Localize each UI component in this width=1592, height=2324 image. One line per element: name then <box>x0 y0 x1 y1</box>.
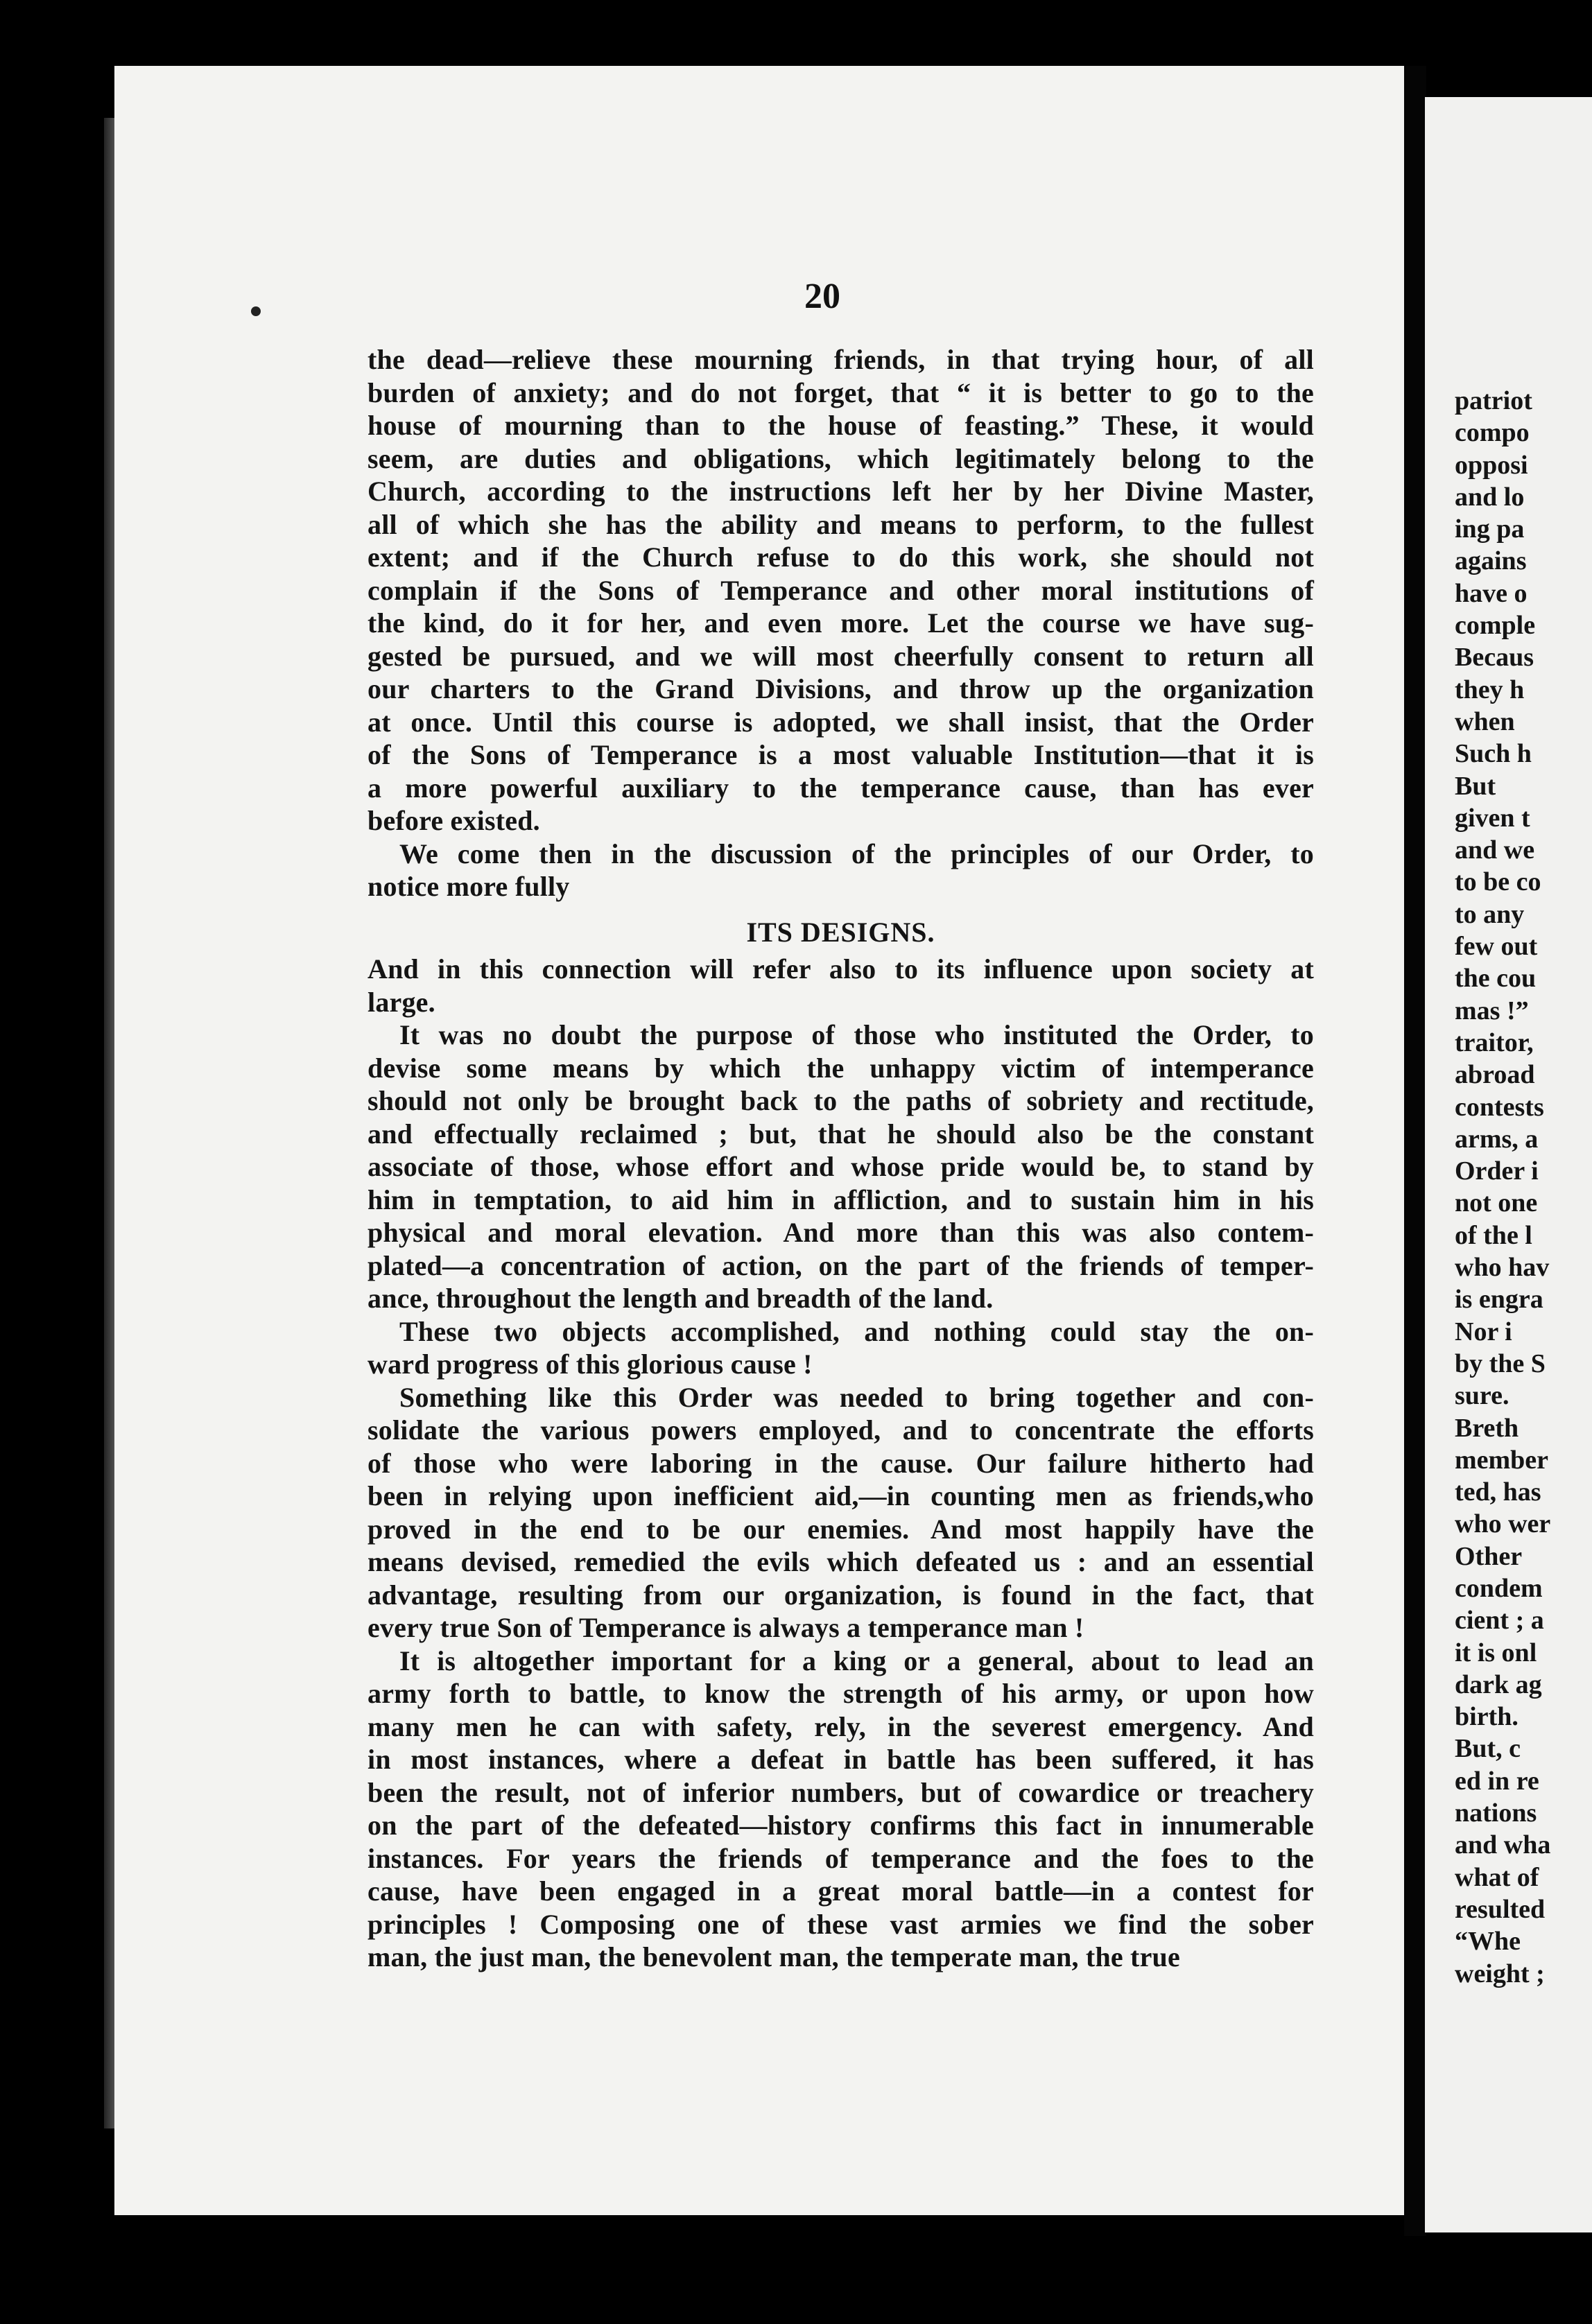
right-column-line: not one <box>1455 1188 1538 1218</box>
paragraph <box>367 343 1314 838</box>
right-column-line: sure. <box>1455 1381 1509 1411</box>
right-column-line: and lo <box>1455 482 1525 512</box>
page-gutter <box>1404 66 1426 2236</box>
right-column-line: of the l <box>1455 1220 1532 1250</box>
text-line: at once. Until this course is adopted, we shall insist, that the Order <box>367 706 1314 738</box>
text-line: of the Sons of Temperance is a most valuable Institution—that it is <box>367 739 1314 770</box>
right-column-line: Order i <box>1455 1156 1539 1186</box>
text-line: It is altogether important for a king or a general, about to lead an <box>399 1645 1314 1676</box>
right-column-line: by the S <box>1455 1349 1546 1378</box>
text-line: the dead—relieve these mourning friends, in that trying hour, of all <box>367 344 1314 375</box>
right-column-line: who hav <box>1455 1253 1550 1283</box>
right-column-line: given t <box>1455 803 1530 833</box>
text-line: every true Son of Temperance is always a temperance man ! <box>367 1612 1084 1643</box>
right-column-line: have o <box>1455 578 1528 608</box>
text-line: means devised, remedied the evils which defeated us : and an essential <box>367 1546 1314 1577</box>
right-column-line: it is onl <box>1455 1638 1537 1667</box>
text-line: extent; and if the Church refuse to do this work, she should not <box>367 541 1314 573</box>
right-column-line: and we <box>1455 835 1535 865</box>
paragraph <box>367 953 1314 1018</box>
text-line: gested be pursued, and we will most cheerfully consent to return all <box>367 640 1314 672</box>
text-line: seem, are duties and obligations, which legitimately belong to the <box>367 442 1314 474</box>
text-line: large. <box>367 986 435 1018</box>
right-column-line: opposi <box>1455 450 1528 480</box>
left-column-text <box>367 343 1314 1974</box>
right-column-line: to be co <box>1455 867 1541 897</box>
text-line: And in this connection will refer also to its influence upon society at <box>367 953 1314 985</box>
right-column-line: birth. <box>1455 1702 1519 1732</box>
paragraph <box>367 1645 1314 1974</box>
text-line: principles ! Composing one of these vast armies we find the sober <box>367 1908 1314 1940</box>
right-column-line: abroad <box>1455 1060 1535 1090</box>
right-column-line: nations <box>1455 1798 1537 1828</box>
text-line: in most instances, where a defeat in battle has been suffered, it has <box>367 1744 1314 1775</box>
text-line: man, the just man, the benevolent man, the temperate man, the true <box>367 1941 1180 1972</box>
text-line: the kind, do it for her, and even more. Let the course we have sug- <box>367 607 1314 639</box>
text-line: It was no doubt the purpose of those who instituted the Order, to <box>399 1019 1314 1050</box>
text-line: ward progress of this glorious cause ! <box>367 1349 813 1380</box>
text-line: a more powerful auxiliary to the temperance cause, than has ever <box>367 772 1314 804</box>
right-column-line: weight ; <box>1455 1959 1545 1988</box>
right-column-line: when <box>1455 706 1515 736</box>
right-column-line: But <box>1455 771 1496 801</box>
text-line: house of mourning than to the house of feasting.” These, it would <box>367 410 1314 441</box>
text-line: Something like this Order was needed to bring together and con- <box>399 1381 1314 1413</box>
text-line: our charters to the Grand Divisions, and throw up the organization <box>367 673 1314 704</box>
right-column-line: cient ; a <box>1455 1606 1544 1636</box>
text-line: been in relying upon inefficient aid,—in counting men as friends,who <box>367 1480 1314 1511</box>
text-line: associate of those, whose effort and whose pride would be, to stand by <box>367 1151 1314 1182</box>
right-column-line: is engra <box>1455 1285 1543 1315</box>
section-heading: ITS DESIGNS. <box>746 916 935 948</box>
right-column-line: Nor i <box>1455 1317 1512 1346</box>
text-line: We come then in the discussion of the principles of our Order, to <box>399 838 1314 869</box>
right-column-line: patriot <box>1455 386 1532 415</box>
text-line: proved in the end to be our enemies. And most happily have the <box>367 1513 1314 1545</box>
text-line: on the part of the defeated—history confirms this fact in innumerable <box>367 1810 1314 1841</box>
text-line: him in temptation, to aid him in affliction, and to sustain him in his <box>367 1183 1314 1215</box>
right-column-line: Other <box>1455 1541 1523 1571</box>
right-column-line: resulted <box>1455 1894 1546 1924</box>
right-column-line: they h <box>1455 675 1525 704</box>
text-line: physical and moral elevation. And more than this was also contem- <box>367 1217 1314 1248</box>
right-column-line: the cou <box>1455 964 1537 994</box>
text-line: and effectually reclaimed ; but, that he should also be the constant <box>367 1118 1314 1150</box>
right-column-text <box>1455 385 1592 1990</box>
right-column-line: condem <box>1455 1573 1543 1603</box>
text-line: many men he can with safety, rely, in the severest emergency. And <box>367 1710 1314 1742</box>
text-line: complain if the Sons of Temperance and other moral institutions of <box>367 574 1314 606</box>
right-column-line: and wha <box>1455 1830 1551 1860</box>
right-column-line: comple <box>1455 611 1536 641</box>
right-column-line: traitor, <box>1455 1027 1534 1057</box>
text-line: before existed. <box>367 805 540 836</box>
text-line: These two objects accomplished, and nothing could stay the on- <box>399 1315 1314 1347</box>
text-line: advantage, resulting from our organization, is found in the fact, that <box>367 1579 1314 1611</box>
right-column-line: few out <box>1455 932 1538 962</box>
text-line: all of which she has the ability and means to perform, to the fullest <box>367 508 1314 540</box>
text-line: solidate the various powers employed, and to concentrate the efforts <box>367 1414 1314 1446</box>
right-column-line: contests <box>1455 1092 1544 1122</box>
paragraph <box>367 1315 1314 1381</box>
right-column-line: agains <box>1455 546 1527 576</box>
text-line: instances. For years the friends of temperance and the foes to the <box>367 1842 1314 1874</box>
text-line: burden of anxiety; and do not forget, that “ it is better to go to the <box>367 376 1314 408</box>
text-line: of those who were laboring in the cause. Our failure hitherto had <box>367 1447 1314 1479</box>
right-column-line: arms, a <box>1455 1124 1539 1154</box>
right-column-line: ing pa <box>1455 514 1525 544</box>
text-line: devise some means by which the unhappy victim of intemperance <box>367 1052 1314 1084</box>
right-column-line: Becaus <box>1455 643 1534 673</box>
paragraph <box>367 1381 1314 1645</box>
right-column-line: “Whe <box>1455 1927 1521 1957</box>
text-line: plated—a concentration of action, on the part of the friends of temper- <box>367 1249 1314 1281</box>
right-column-line: mas !” <box>1455 996 1529 1025</box>
right-column-line: dark ag <box>1455 1670 1542 1699</box>
right-column-line: member <box>1455 1445 1549 1475</box>
paragraph <box>367 838 1314 903</box>
text-line: ance, throughout the length and breadth of the land. <box>367 1283 994 1314</box>
right-column-line: ed in re <box>1455 1766 1539 1796</box>
text-line: been the result, not of inferior numbers, but of cowardice or treachery <box>367 1776 1314 1808</box>
right-column-line: what of <box>1455 1862 1539 1892</box>
text-line: notice more fully <box>367 871 570 902</box>
right-column-line: ted, has <box>1455 1477 1541 1507</box>
page-number: 20 <box>804 277 840 316</box>
margin-dot <box>251 306 261 316</box>
right-column-line: to any <box>1455 899 1525 929</box>
text-line: Church, according to the instructions left her by her Divine Master, <box>367 476 1314 507</box>
right-column-line: who wer <box>1455 1509 1551 1539</box>
text-line: should not only be brought back to the paths of sobriety and rectitude, <box>367 1085 1314 1116</box>
right-column-line: But, c <box>1455 1734 1521 1764</box>
text-line: army forth to battle, to know the strength of his army, or upon how <box>367 1678 1314 1709</box>
right-column-line: Such h <box>1455 739 1532 769</box>
text-line: cause, have been engaged in a great moral battle—in a contest for <box>367 1875 1314 1907</box>
right-column-line: Breth <box>1455 1413 1519 1443</box>
right-column-line: compo <box>1455 418 1530 448</box>
paragraph <box>367 1018 1314 1315</box>
